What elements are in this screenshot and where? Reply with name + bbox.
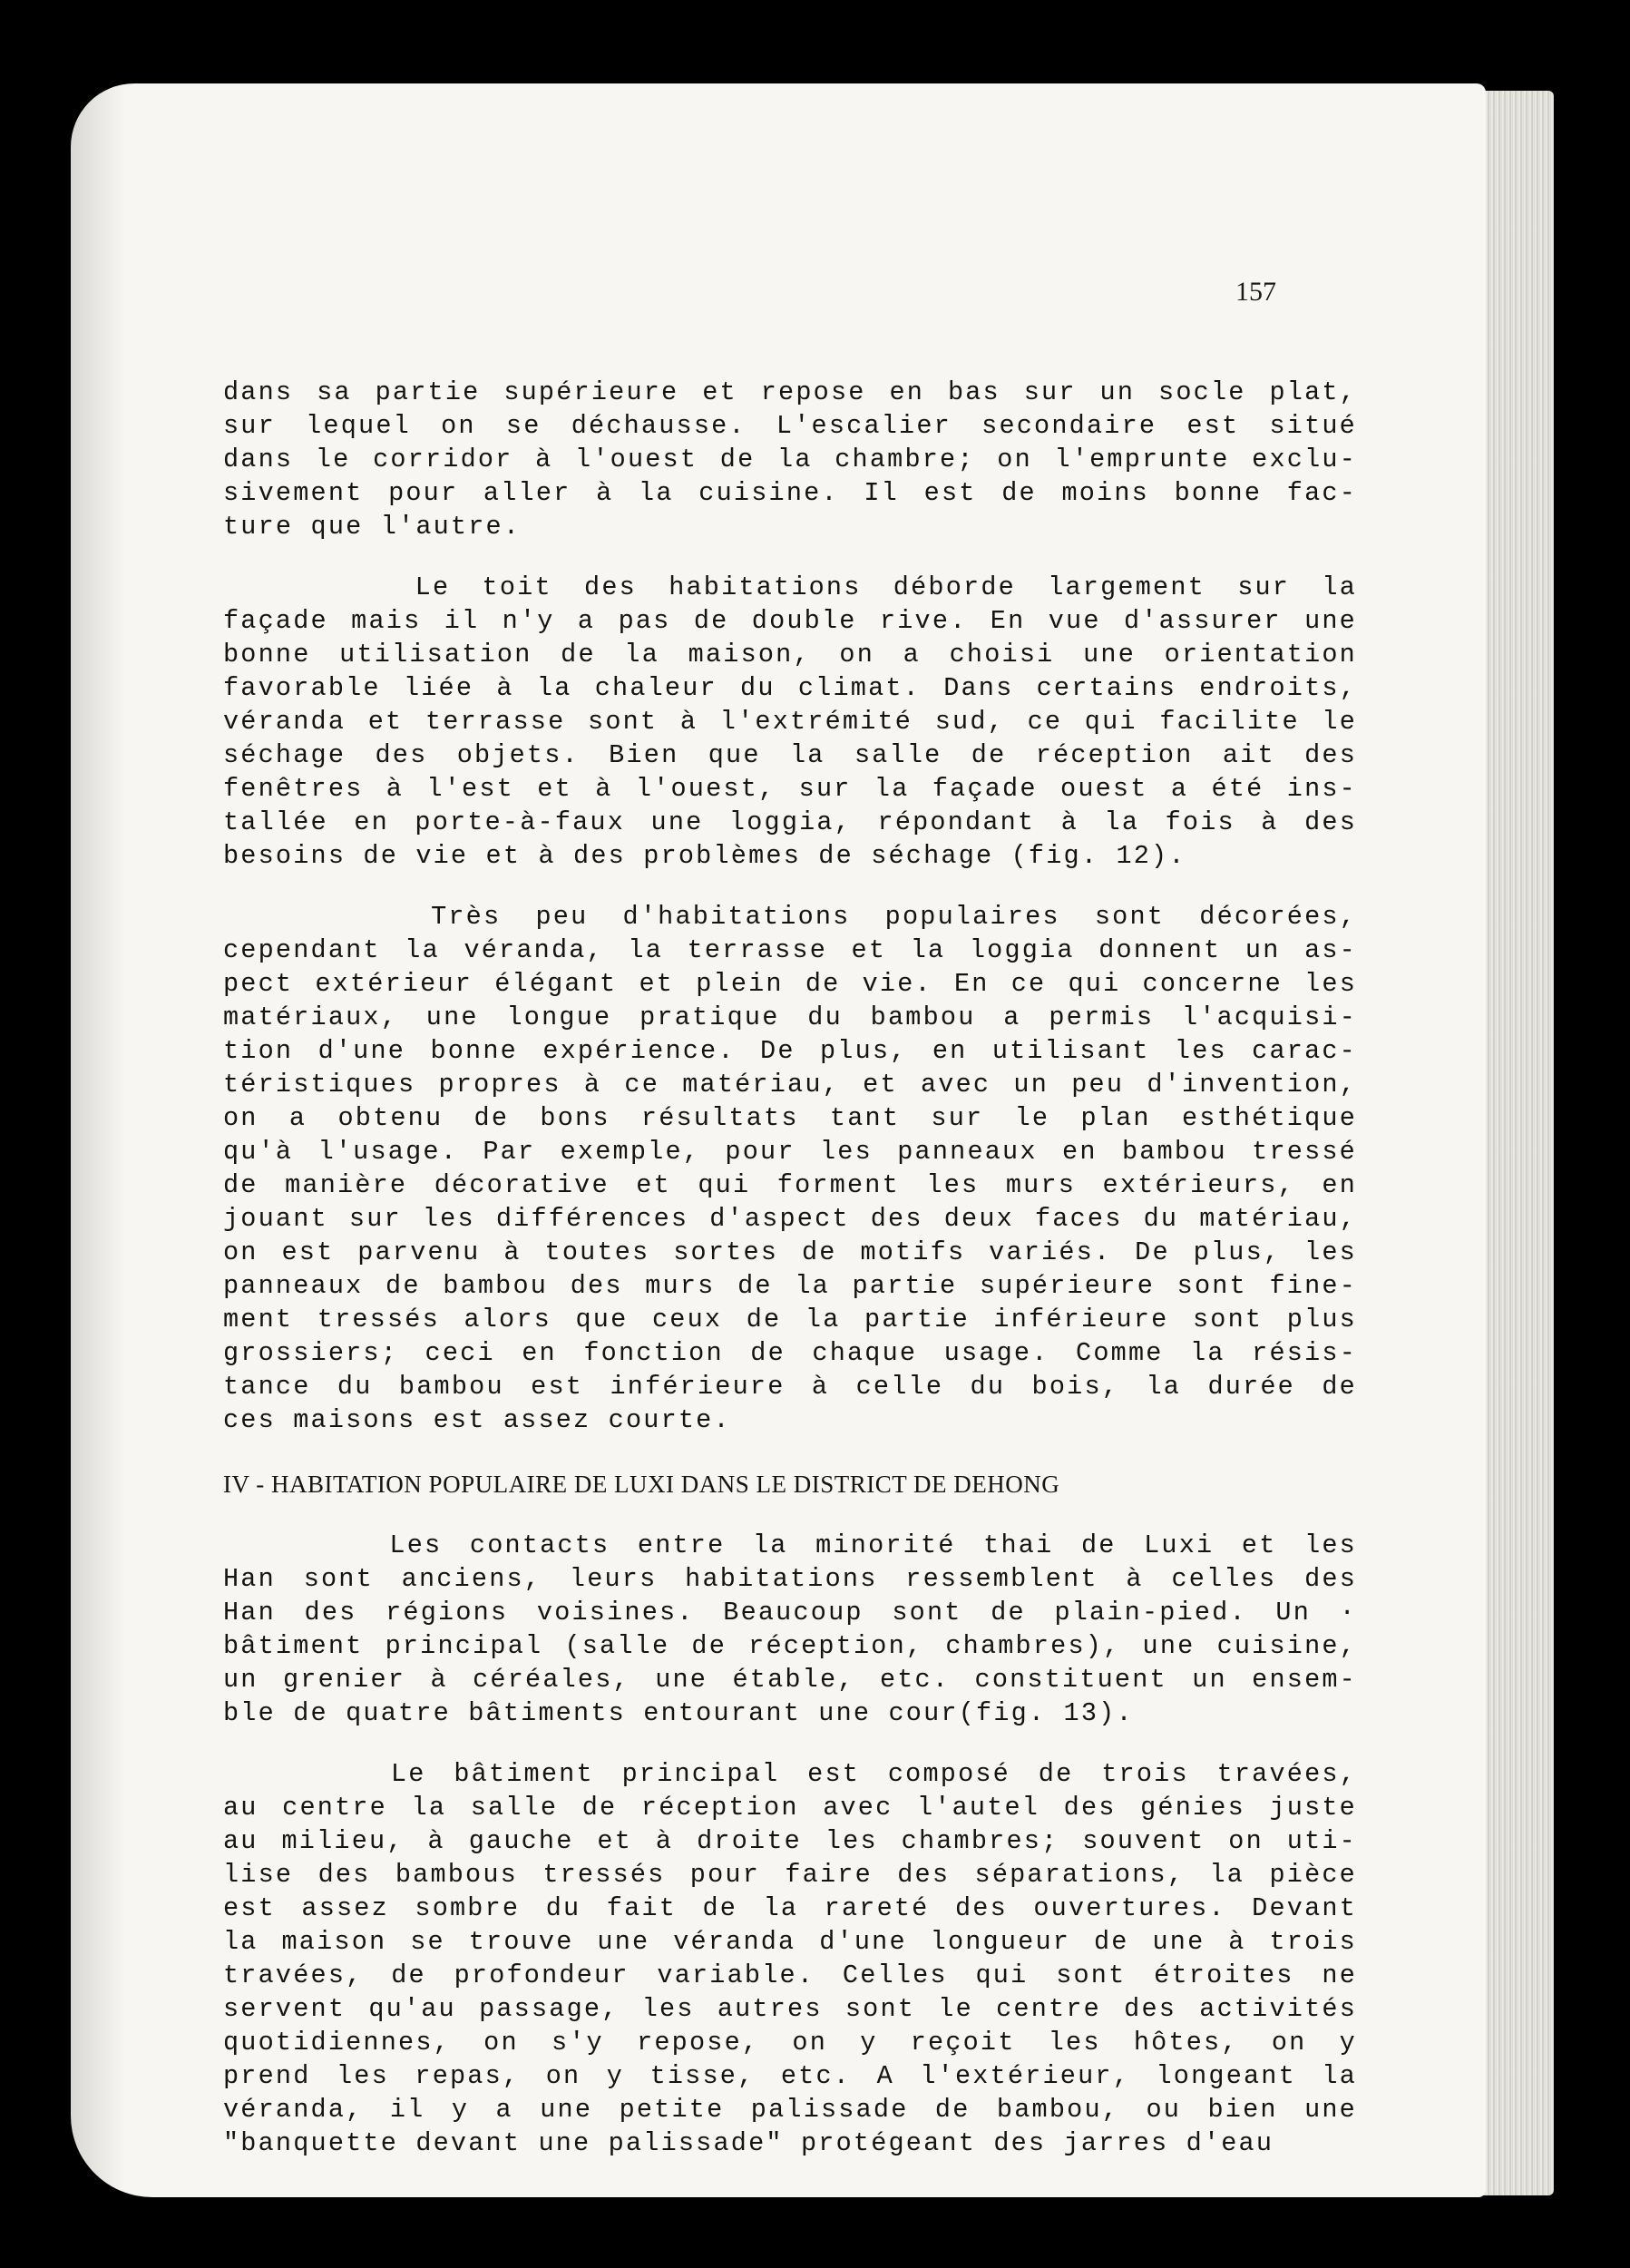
text-line: véranda et terrasse sont à l'extrémité sud, ce qui facilite le bbox=[223, 707, 1357, 737]
text-line: ture que l'autre. bbox=[223, 512, 522, 542]
text-line: cependant la véranda, la terrasse et la loggia donnent un as- bbox=[223, 935, 1357, 965]
text-line: au centre la salle de réception avec l'autel des génies juste bbox=[223, 1793, 1357, 1823]
text-line: on est parvenu à toutes sortes de motifs variés. De plus, les bbox=[223, 1237, 1357, 1267]
text-line: quotidiennes, on s'y repose, on y reçoit les hôtes, on y bbox=[223, 2028, 1357, 2058]
text-line: de manière décorative et qui forment les murs extérieurs, en bbox=[223, 1170, 1357, 1200]
text-line: Très peu d'habitations populaires sont décorées, bbox=[223, 902, 1357, 932]
text-line: pect extérieur élégant et plein de vie. En ce qui concerne les bbox=[223, 969, 1357, 999]
text-line: téristiques propres à ce matériau, et avec un peu d'invention, bbox=[223, 1070, 1357, 1100]
text-line: bâtiment principal (salle de réception, chambres), une cuisine, bbox=[223, 1631, 1357, 1661]
text-line: dans le corridor à l'ouest de la chambre; on l'emprunte exclu- bbox=[223, 445, 1357, 474]
paragraph-5 bbox=[223, 1757, 1357, 2160]
text-line: ces maisons est assez courte. bbox=[223, 1405, 731, 1435]
text-line: favorable liée à la chaleur du climat. Dans certains endroits, bbox=[223, 673, 1357, 703]
text-line: sur lequel on se déchausse. L'escalier secondaire est situé bbox=[223, 411, 1357, 441]
text-line: est assez sombre du fait de la rareté des ouvertures. Devant bbox=[223, 1893, 1357, 1923]
text-line: ment tressés alors que ceux de la partie inférieure sont plus bbox=[223, 1305, 1357, 1334]
text-line: Han des régions voisines. Beaucoup sont de plain-pied. Un · bbox=[223, 1598, 1357, 1628]
text-line: tion d'une bonne expérience. De plus, en utilisant les carac- bbox=[223, 1036, 1357, 1066]
text-line: ble de quatre bâtiments entourant une cour(fig. 13). bbox=[223, 1698, 1134, 1728]
text-line: jouant sur les différences d'aspect des deux faces du matériau, bbox=[223, 1204, 1357, 1234]
text-line: panneaux de bambou des murs de la partie supérieure sont fine- bbox=[223, 1271, 1357, 1301]
paragraph-4 bbox=[223, 1529, 1357, 1730]
text-line: au milieu, à gauche et à droite les chambres; souvent on uti- bbox=[223, 1826, 1357, 1856]
paragraph-1 bbox=[223, 376, 1357, 543]
paragraph-3 bbox=[223, 900, 1357, 1437]
text-line: Le bâtiment principal est composé de trois travées, bbox=[223, 1759, 1357, 1789]
text-line: "banquette devant une palissade" protégeant des jarres d'eau bbox=[223, 2128, 1274, 2158]
text-line: façade mais il n'y a pas de double rive. En vue d'assurer une bbox=[223, 606, 1357, 636]
spine-shadow bbox=[71, 83, 125, 2197]
text-line: grossiers; ceci en fonction de chaque usage. Comme la résis- bbox=[223, 1338, 1357, 1368]
section-heading: IV - HABITATION POPULAIRE DE LUXI DANS LE DISTRICT DE DEHONG bbox=[223, 1471, 1060, 1498]
paragraph-2 bbox=[223, 571, 1357, 873]
text-line: séchage des objets. Bien que la salle de réception ait des bbox=[223, 740, 1357, 770]
text-line: besoins de vie et à des problèmes de séchage (fig. 12). bbox=[223, 841, 1186, 871]
body-text bbox=[223, 376, 1357, 2160]
page-edge-stack bbox=[1474, 91, 1554, 2195]
text-line: on a obtenu de bons résultats tant sur le plan esthétique bbox=[223, 1103, 1357, 1133]
text-line: véranda, il y a une petite palissade de bambou, ou bien une bbox=[223, 2095, 1357, 2125]
text-line: matériaux, une longue pratique du bambou a permis l'acquisi- bbox=[223, 1002, 1357, 1032]
text-line: fenêtres à l'est et à l'ouest, sur la façade ouest a été ins- bbox=[223, 774, 1357, 804]
text-line: la maison se trouve une véranda d'une longueur de une à trois bbox=[223, 1927, 1357, 1957]
text-line: un grenier à céréales, une étable, etc. constituent un ensem- bbox=[223, 1665, 1357, 1695]
text-line: qu'à l'usage. Par exemple, pour les panneaux en bambou tressé bbox=[223, 1137, 1357, 1167]
text-line: servent qu'au passage, les autres sont le centre des activités bbox=[223, 1994, 1357, 2024]
text-line: dans sa partie supérieure et repose en bas sur un socle plat, bbox=[223, 377, 1357, 407]
text-line: bonne utilisation de la maison, on a choisi une orientation bbox=[223, 640, 1357, 670]
text-line: travées, de profondeur variable. Celles qui sont étroites ne bbox=[223, 1960, 1357, 1990]
text-line: Le toit des habitations déborde largement sur la bbox=[223, 572, 1357, 602]
text-line: prend les repas, on y tisse, etc. A l'extérieur, longeant la bbox=[223, 2061, 1357, 2091]
text-line: Les contacts entre la minorité thai de Luxi et les bbox=[223, 1530, 1357, 1560]
text-line: Han sont anciens, leurs habitations ressemblent à celles des bbox=[223, 1564, 1357, 1594]
text-line: lise des bambous tressés pour faire des séparations, la pièce bbox=[223, 1860, 1357, 1890]
page-number: 157 bbox=[1235, 277, 1276, 307]
text-line: sivement pour aller à la cuisine. Il est de moins bonne fac- bbox=[223, 478, 1357, 508]
text-line: tance du bambou est inférieure à celle du bois, la durée de bbox=[223, 1372, 1357, 1402]
text-line: tallée en porte-à-faux une loggia, répondant à la fois à des bbox=[223, 807, 1357, 837]
